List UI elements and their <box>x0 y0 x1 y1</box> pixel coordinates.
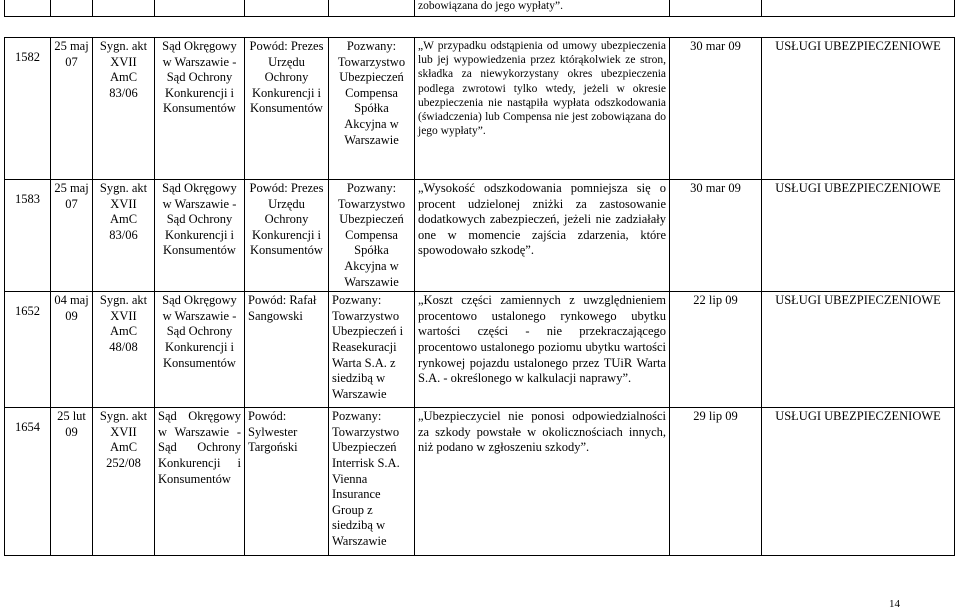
entry-id: 1583 <box>5 180 51 292</box>
court-name: Sąd Okręgowy w Warszawie - Sąd Ochrony Konkurencji i Konsumentów <box>155 38 245 180</box>
judgment-date: 25 maj 07 <box>51 180 93 292</box>
court-name: Sąd Okręgowy w Warszawie - Sąd Ochrony Konkurencji i Konsumentów <box>155 180 245 292</box>
entry-date: 22 lip 09 <box>670 292 762 408</box>
previous-row-fragment <box>4 0 955 17</box>
category: USŁUGI UBEZPIECZENIOWE <box>762 180 955 292</box>
entry-id: 1652 <box>5 292 51 408</box>
fragment-text: zobowiązana do jego wypłaty”. <box>415 0 670 17</box>
table-row <box>5 38 955 180</box>
entry-id: 1582 <box>5 38 51 180</box>
judgment-date: 25 maj 07 <box>51 38 93 180</box>
plaintiff: Powód: Prezes Urzędu Ochrony Konkurencji i Konsumentów <box>245 38 329 180</box>
clause-text: „W przypadku odstąpienia od umowy ubezpieczenia lub jej wypowiedzenia przez którąkolwiek ze stron, składka za niewykorzystany okres ubezpieczenia podlega zwrotowi tylko wtedy, jeżeli w okresie ubezpieczenia nie nastąpiła wypłata odszkodowania (świadczenia) lub Compensa nie jest zobowiązana do jego wypłaty”. <box>415 38 670 180</box>
judgment-date: 04 maj 09 <box>51 292 93 408</box>
plaintiff: Powód: Prezes Urzędu Ochrony Konkurencji i Konsumentów <box>245 180 329 292</box>
court-name: Sąd Okręgowy w Warszawie - Sąd Ochrony Konkurencji i Konsumentów <box>155 408 245 556</box>
entry-date: 29 lip 09 <box>670 408 762 556</box>
category: USŁUGI UBEZPIECZENIOWE <box>762 292 955 408</box>
defendant: Pozwany: Towarzystwo Ubezpieczeń Compensa Spółka Akcyjna w Warszawie <box>329 180 415 292</box>
entry-id: 1654 <box>5 408 51 556</box>
category: USŁUGI UBEZPIECZENIOWE <box>762 408 955 556</box>
page-number: 14 <box>889 598 900 610</box>
case-signature: Sygn. akt XVII AmC 252/08 <box>93 408 155 556</box>
clause-text: „Ubezpieczyciel nie ponosi odpowiedzialności za szkody powstałe w okolicznościach innych, niż podano w zgłoszeniu szkody”. <box>415 408 670 556</box>
plaintiff: Powód: Sylwester Targoński <box>245 408 329 556</box>
judgments-table <box>4 37 955 556</box>
clause-text: „Wysokość odszkodowania pomniejsza się o procent udzielonej zniżki za zastosowanie dodatkowych zabezpieczeń, jeżeli nie zadziałały one w momencie zajścia zdarzenia, które spowodowało szkodę”. <box>415 180 670 292</box>
table-row <box>5 408 955 556</box>
table-row <box>5 180 955 292</box>
case-signature: Sygn. akt XVII AmC 48/08 <box>93 292 155 408</box>
case-signature: Sygn. akt XVII AmC 83/06 <box>93 180 155 292</box>
judgment-date: 25 lut 09 <box>51 408 93 556</box>
defendant: Pozwany: Towarzystwo Ubezpieczeń i Reasekuracji Warta S.A. z siedzibą w Warszawie <box>329 292 415 408</box>
category: USŁUGI UBEZPIECZENIOWE <box>762 38 955 180</box>
case-signature: Sygn. akt XVII AmC 83/06 <box>93 38 155 180</box>
entry-date: 30 mar 09 <box>670 38 762 180</box>
plaintiff: Powód: Rafał Sangowski <box>245 292 329 408</box>
entry-date: 30 mar 09 <box>670 180 762 292</box>
table-row <box>5 292 955 408</box>
defendant: Pozwany: Towarzystwo Ubezpieczeń Compensa Spółka Akcyjna w Warszawie <box>329 38 415 180</box>
defendant: Pozwany: Towarzystwo Ubezpieczeń Interrisk S.A. Vienna Insurance Group z siedzibą w Warszawie <box>329 408 415 556</box>
clause-text: „Koszt części zamiennych z uwzględnieniem procentowo ustalonego rynkowego ubytku wartości części - nie przekraczającego procentowo ustalonego poziomu ubytku wartości rynkowej pojazdu ustalonego przez TUiR Warta S.A. - określonego w kalkulacji naprawy”. <box>415 292 670 408</box>
court-name: Sąd Okręgowy w Warszawie - Sąd Ochrony Konkurencji i Konsumentów <box>155 292 245 408</box>
